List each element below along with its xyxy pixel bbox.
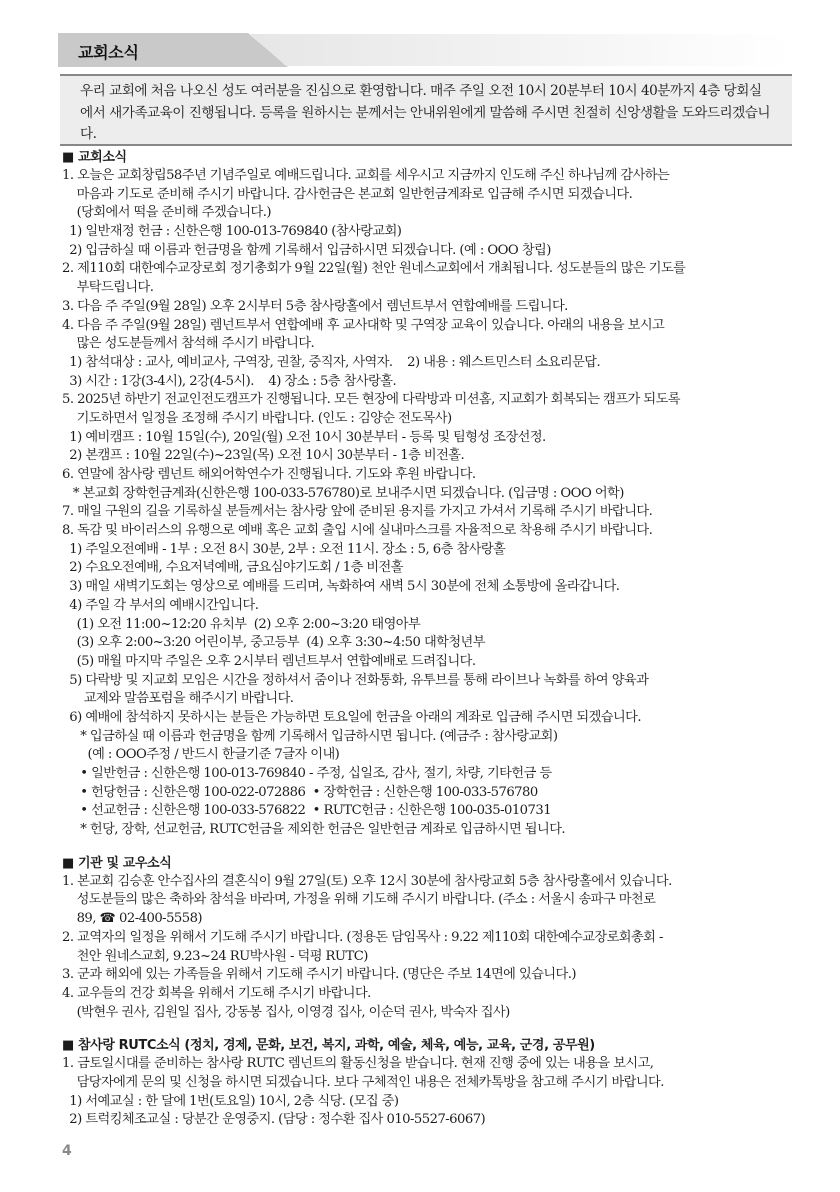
bulletin-line: 1) 참석대상 : 교사, 예비교사, 구역장, 권찰, 중직자, 사역자. 2) 내용 : 웨스트민스터 소요리문답. xyxy=(62,354,601,370)
bulletin-line: • 헌당헌금 : 신한은행 100-022-072886 • 장학헌금 : 신한은행 100-033-576780 xyxy=(62,784,538,800)
bulletin-line: 성도분들의 많은 축하와 참석을 바라며, 가정을 위해 기도해 주시기 바랍니다. (주소 : 서울시 송파구 마천로 xyxy=(62,892,656,908)
section-gap xyxy=(62,840,794,854)
bulletin-line: • 일반헌금 : 신한은행 100-013-769840 - 주정, 십일조, 감사, 절기, 차량, 기타헌금 등 xyxy=(62,766,552,781)
bulletin-line: 담당자에게 문의 및 신청을 하시면 되겠습니다. 보다 구체적인 내용은 전체카톡방을 참고해 주시기 바랍니다. xyxy=(62,1074,664,1090)
bulletin-line: 4. 다음 주 주일(9월 28일) 렘넌트부서 연합예배 후 교사대학 및 구역장 교육이 있습니다. 아래의 내용을 보시고 xyxy=(62,317,665,333)
bulletin-line: 4. 교우들의 건강 회복을 위해서 기도해 주시기 바랍니다. xyxy=(62,985,371,1001)
bulletin-line: 부탁드립니다. xyxy=(62,280,154,296)
bulletin-line: 2. 교역자의 일정을 위해서 기도해 주시기 바랍니다. (정용돈 담임목사 : 9.22 제110회 대한예수교장로회총회 - xyxy=(62,929,663,945)
bulletin-line: 많은 성도분들께서 참석해 주시기 바랍니다. xyxy=(62,336,315,352)
header-tab-fade xyxy=(250,34,790,66)
bulletin-line: 2) 수요오전예배, 수요저녁예배, 금요심야기도회 / 1층 비전홀 xyxy=(62,560,403,576)
bulletin-line: (박현우 권사, 김원일 집사, 강동봉 집사, 이영경 집사, 이순덕 권사, 박숙자 집사) xyxy=(62,1004,510,1020)
bulletin-line: (1) 오전 11:00~12:20 유치부 (2) 오후 2:00~3:20 태영아부 xyxy=(62,616,421,632)
bulletin-line: 1. 오늘은 교회창립58주년 기념주일로 예배드립니다. 교회를 세우시고 지금까지 인도해 주신 하나님께 감사하는 xyxy=(62,168,670,183)
bulletin-line: 1) 서예교실 : 한 달에 1번(토요일) 10시, 2층 식당. (모집 중) xyxy=(62,1093,399,1109)
section-title: ■ 교회소식 xyxy=(62,150,127,165)
bulletin-line: 3) 매일 새벽기도회는 영상으로 예배를 드리며, 녹화하여 새벽 5시 30분에 전체 소통방에 올라갑니다. xyxy=(62,579,620,595)
section-title: ■ 참사랑 RUTC소식 (정치, 경제, 문화, 보건, 복지, 과학, 예술, 체육, 예능, 교육, 군경, 공무원) xyxy=(62,1038,595,1054)
bulletin-line: 4) 주일 각 부서의 예배시간입니다. xyxy=(62,597,259,613)
bulletin-line: (예 : OOO주정 / 반드시 한글기준 7글자 이내) xyxy=(62,747,340,763)
bulletin-line: 89, ☎ 02-400-5558) xyxy=(62,911,203,927)
bulletin-line: 3. 군과 해외에 있는 가족들을 위해서 기도해 주시기 바랍니다. (명단은 주보 14면에 있습니다.) xyxy=(62,967,576,983)
bulletin-line: 2) 트럭킹체조교실 : 당분간 운영중지. (담당 : 정수환 집사 010-5527-6067) xyxy=(62,1112,486,1128)
bulletin-line: (5) 매월 마지막 주일은 오후 2시부터 렘넌트부서 연합예배로 드려집니다. xyxy=(62,653,476,669)
bulletin-line: 2. 제110회 대한예수교장로회 정기총회가 9월 22일(월) 천안 원네스교회에서 개최됩니다. 성도분들의 많은 기도를 xyxy=(62,261,686,277)
bulletin-line: 1. 본교회 김승훈 안수집사의 결혼식이 9월 27일(토) 오후 12시 30분에 참사랑교회 5층 참사랑홀에서 있습니다. xyxy=(62,873,672,889)
bulletin-line: 8. 독감 및 바이러스의 유행으로 예배 혹은 교회 출입 시에 실내마스크를 자율적으로 착용해 주시기 바랍니다. xyxy=(62,523,653,539)
bulletin-content xyxy=(62,148,794,1130)
page-number: 4 xyxy=(62,1143,72,1159)
bulletin-line: 7. 매일 구원의 길을 기록하실 분들께서는 참사랑 앞에 준비된 용지를 가지고 가셔서 기록해 주시기 바랍니다. xyxy=(62,504,653,520)
section-title: ■ 기관 및 교우소식 xyxy=(62,855,172,871)
bulletin-line: 5) 다락방 및 지교회 모임은 시간을 정하셔서 줌이나 전화통화, 유투브를 통해 라이브나 녹화를 하여 양육과 xyxy=(62,672,649,688)
bulletin-line: • 선교헌금 : 신한은행 100-033-576822 • RUTC헌금 : 신한은행 100-035-010731 xyxy=(62,803,552,819)
bulletin-line: 6) 예배에 참석하지 못하시는 분들은 가능하면 토요일에 헌금을 아래의 계좌로 입금해 주시면 되겠습니다. xyxy=(62,709,642,725)
bulletin-line: * 본교회 장학헌금계좌(신한은행 100-033-576780)로 보내주시면 되겠습니다. (입금명 : OOO 어학) xyxy=(62,485,624,501)
bulletin-line: 기도하면서 일정을 조정해 주시기 바랍니다. (인도 : 김양순 전도목사) xyxy=(62,410,452,426)
bulletin-line: 교제와 말씀포럼을 해주시기 바랍니다. xyxy=(62,691,294,707)
bulletin-line: 1) 주일오전예배 - 1부 : 오전 8시 30분, 2부 : 오전 11시. 장소 : 5, 6층 참사랑홀 xyxy=(62,541,506,557)
bulletin-line: 5. 2025년 하반기 전교인전도캠프가 진행됩니다. 모든 현장에 다락방과 미션홈, 지교회가 회복되는 캠프가 되도록 xyxy=(62,392,680,408)
bulletin-line: * 입금하실 때 이름과 헌금명을 함께 기록해서 입금하시면 됩니다. (예금주 : 참사랑교회) xyxy=(62,728,558,744)
page-title: 교회소식 xyxy=(78,43,139,62)
bulletin-line: 6. 연말에 참사랑 렘넌트 해외어학연수가 진행됩니다. 기도와 후원 바랍니다. xyxy=(62,467,476,482)
section-gap xyxy=(62,1022,794,1036)
bulletin-line: 3. 다음 주 주일(9월 28일) 오후 2시부터 5층 참사랑홀에서 렘넌트부서 연합예배를 드립니다. xyxy=(62,298,568,314)
bulletin-line: 1) 일반재정 헌금 : 신한은행 100-013-769840 (참사랑교회) xyxy=(62,224,402,240)
bulletin-line: 천안 원네스교회, 9.23~24 RU박사원 - 덕평 RUTC) xyxy=(62,948,368,964)
bulletin-line: 2) 입금하실 때 이름과 헌금명을 함께 기록해서 입금하시면 되겠습니다. (예 : OOO 창립) xyxy=(62,242,551,258)
bulletin-line: 1) 예비캠프 : 10월 15일(수), 20일(월) 오전 10시 30분부터 - 등록 및 팀형성 조장선정. xyxy=(62,429,546,445)
bulletin-line: (3) 오후 2:00~3:20 어린이부, 중고등부 (4) 오후 3:30~4:50 대학청년부 xyxy=(62,635,485,651)
bulletin-line: 마음과 기도로 준비해 주시기 바랍니다. 감사헌금은 본교회 일반헌금계좌로 입금해 주시면 되겠습니다. xyxy=(62,186,633,202)
bulletin-line: * 헌당, 장학, 선교헌금, RUTC헌금을 제외한 헌금은 일반헌금 계좌로 입금하시면 됩니다. xyxy=(62,822,566,838)
bulletin-line: 2) 본캠프 : 10월 22일(수)~23일(목) 오전 10시 30분부터 - 1층 비전홀. xyxy=(62,448,465,464)
welcome-message: 우리 교회에 처음 나오신 성도 여러분을 진심으로 환영합니다. 매주 주일 오전 10시 20분부터 10시 40분까지 4층 당회실에서 새가족교육이 진행됩니다. 등록을 원하시는 분께서는 안내위원에게 말씀해 주시면 친절히 신앙생활을 도와드리겠습니다. xyxy=(60,74,792,146)
bulletin-line: 1. 금토일시대를 준비하는 참사랑 RUTC 렘넌트의 활동신청을 받습니다. 현재 진행 중에 있는 내용을 보시고, xyxy=(62,1056,654,1072)
bulletin-line: 3) 시간 : 1강(3-4시), 2강(4-5시). 4) 장소 : 5층 참사랑홀. xyxy=(62,373,397,389)
bulletin-line: (당회에서 떡을 준비해 주겠습니다.) xyxy=(62,205,271,221)
